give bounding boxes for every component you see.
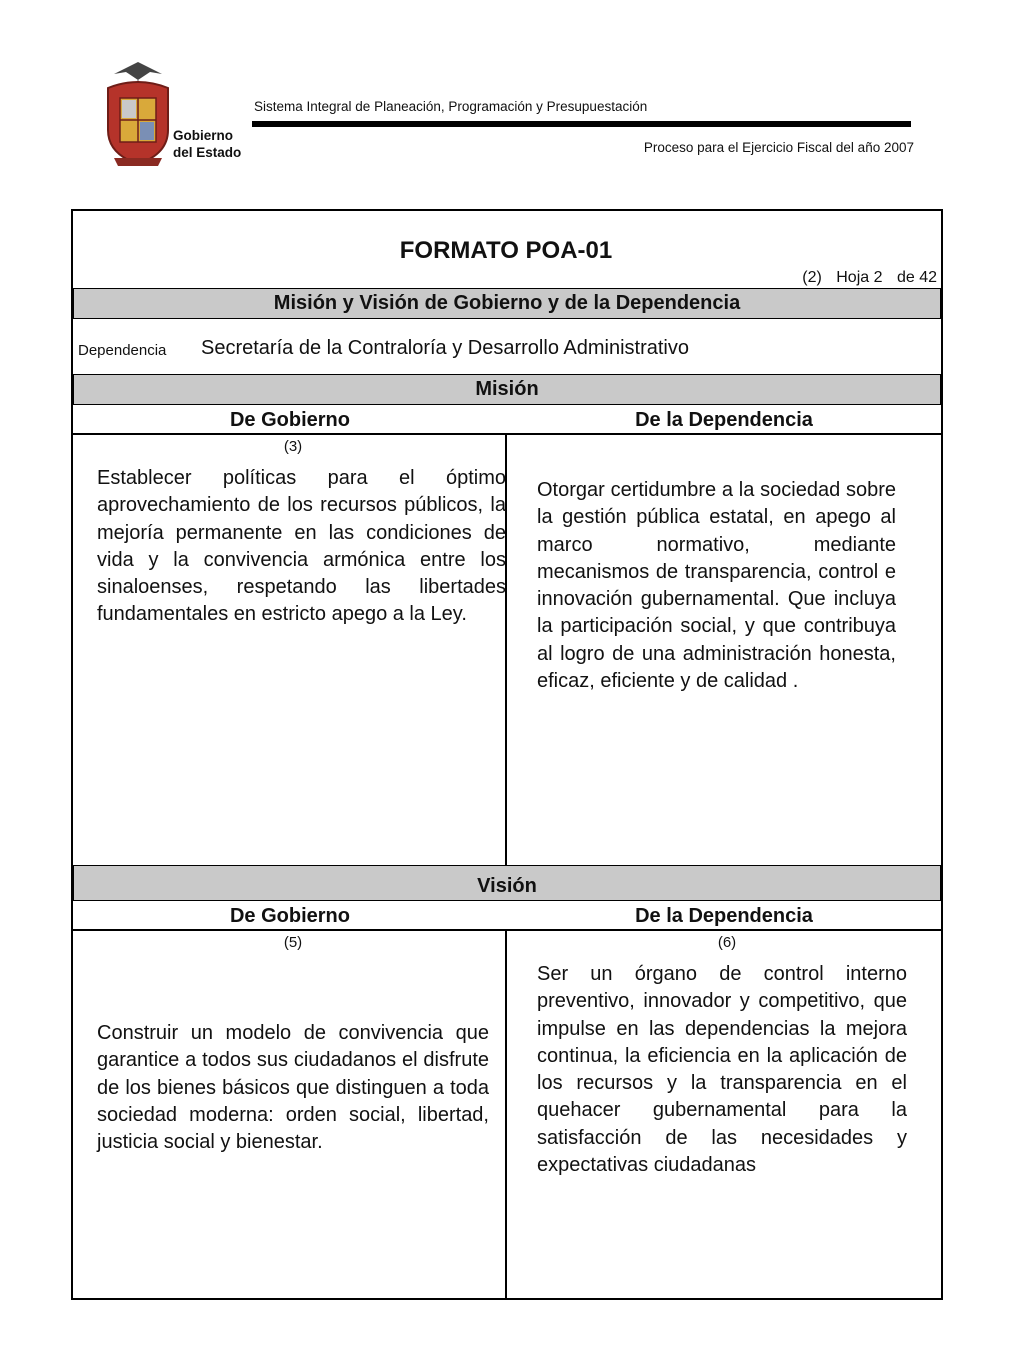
mision-header-divider bbox=[73, 433, 941, 435]
gobierno-label: Gobierno bbox=[173, 128, 233, 143]
estado-label: del Estado bbox=[173, 145, 242, 160]
page-total: de 42 bbox=[896, 269, 937, 286]
page-label: Hoja 2 bbox=[836, 269, 883, 286]
dependencia-value: Secretaría de la Contraloría y Desarrollo Administrativo bbox=[201, 337, 689, 359]
page-info bbox=[792, 269, 937, 287]
header-divider bbox=[252, 121, 911, 127]
state-coat-of-arms-logo bbox=[104, 60, 172, 168]
vision-gobierno-number: (5) bbox=[283, 934, 303, 951]
section-heading: Misión y Visión de Gobierno y de la Dependencia bbox=[73, 288, 941, 319]
gobierno-estado-label bbox=[173, 127, 241, 161]
mision-dependencia-heading: De la Dependencia bbox=[635, 409, 813, 431]
dependencia-label: Dependencia bbox=[78, 342, 167, 359]
vision-gobierno-text: Construir un modelo de convivencia que garantice a todos sus ciudadanos el disfrute de los bienes básicos que distinguen a toda sociedad moderna: orden social, libertad, justicia social y bienestar. bbox=[97, 1022, 489, 1154]
mision-heading: Misión bbox=[73, 374, 941, 405]
vision-header-divider bbox=[73, 929, 941, 931]
vision-dependencia-heading: De la Dependencia bbox=[635, 905, 813, 927]
vision-gobierno-heading: De Gobierno bbox=[229, 905, 350, 927]
system-title: Sistema Integral de Planeación, Programación y Presupuestación bbox=[254, 99, 648, 114]
page-ref-number: (2) bbox=[802, 269, 822, 286]
mision-dependencia-text: Otorgar certidumbre a la sociedad sobre la gestión pública estatal, en apego al marco normativo, mediante mecanismos de transparencia, control e innovación gubernamental. Que incluya la participación social, y que contribuya al logro de una administración honesta, eficaz, eficiente y de calidad . bbox=[537, 479, 896, 693]
vision-dependencia-text: Ser un órgano de control interno preventivo, innovador y competitivo, que impulse en las dependencias la mejora continua, la eficiencia en la aplicación de los recursos y la transparencia en el quehacer gubernamental para la satisfacción de las necesidades y expectativas ciudadanas bbox=[537, 963, 907, 1177]
poa-form bbox=[71, 209, 943, 1300]
mision-gobierno-heading: De Gobierno bbox=[229, 409, 350, 431]
mision-gobierno-text: Establecer políticas para el óptimo aprovechamiento de los recursos públicos, la mejoría permanente en las condiciones de vida y la convivencia armónica entre los sinaloenses, respetando las libertades fundamentales en estricto apego a la Ley. bbox=[97, 467, 506, 626]
vision-heading: Visión bbox=[73, 865, 941, 901]
process-title: Proceso para el Ejercicio Fiscal del año 2007 bbox=[643, 140, 914, 155]
mision-gobierno-number: (3) bbox=[283, 438, 303, 455]
vision-column-divider bbox=[505, 929, 507, 1298]
form-title: FORMATO POA-01 bbox=[399, 237, 613, 264]
vision-dependencia-number: (6) bbox=[717, 934, 737, 951]
